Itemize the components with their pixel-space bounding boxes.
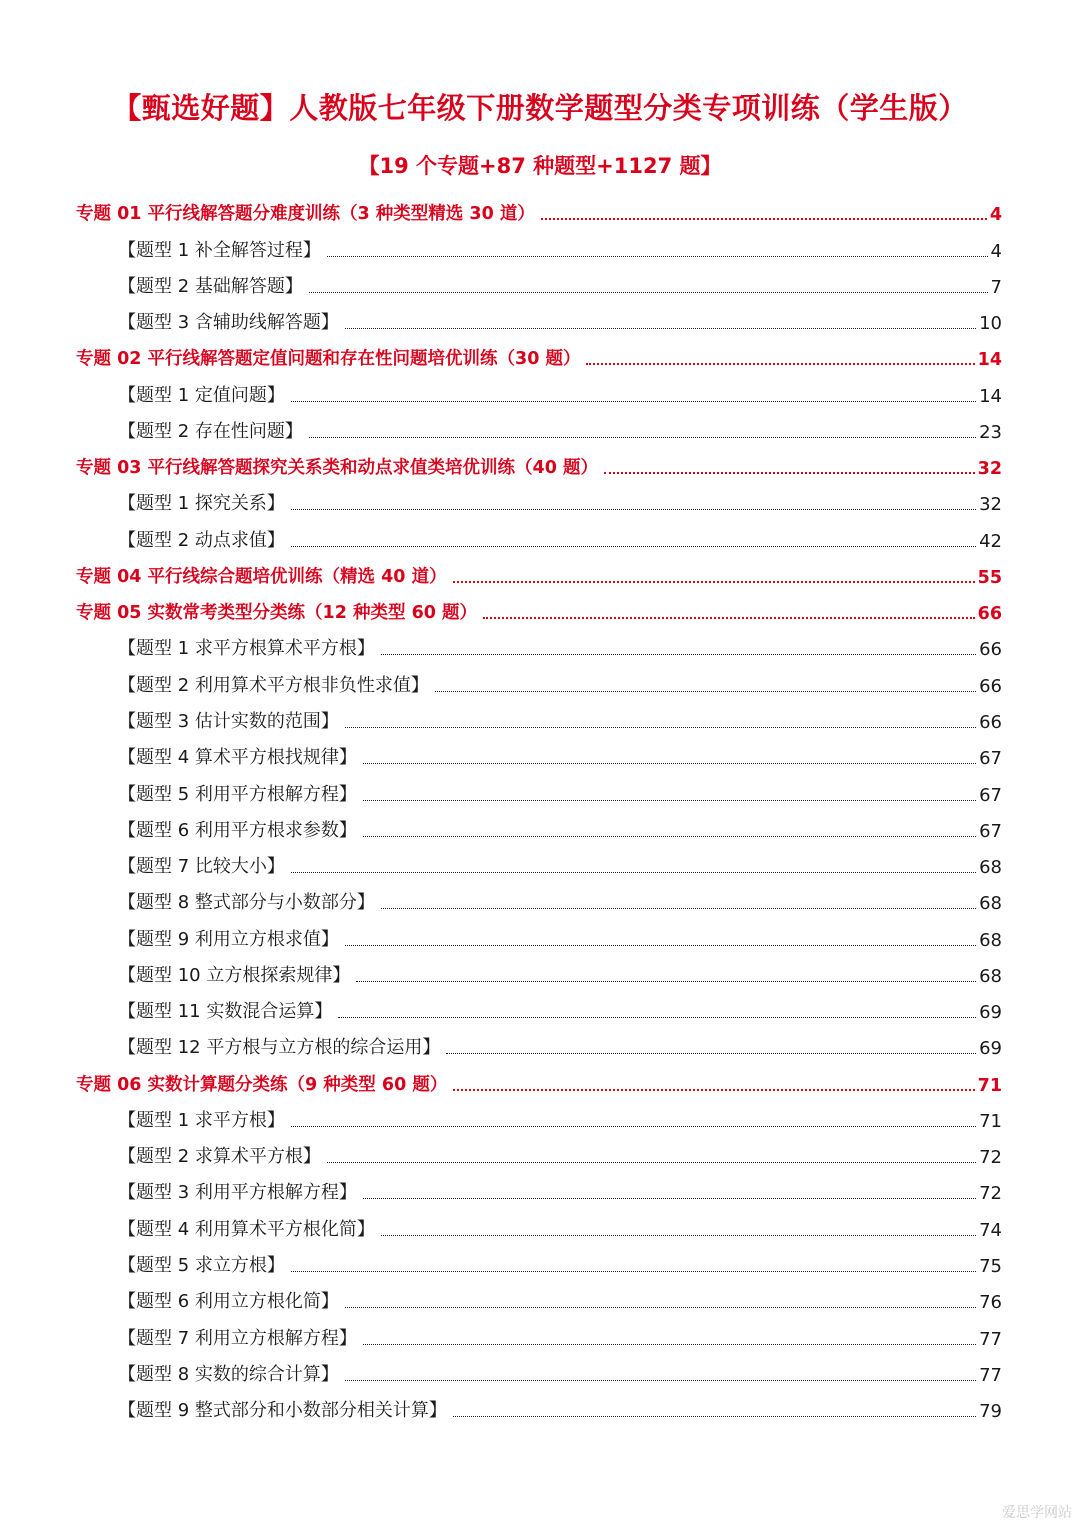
toc-page-number: 72 [979,1147,1002,1169]
toc-topic-entry[interactable] [76,595,1002,631]
toc-entry-title: 【题型 12 平方根与立方根的综合运用】 [118,1037,441,1059]
document-title: 【甄选好题】人教版七年级下册数学题型分类专项训练（学生版） [112,91,968,125]
toc-dot-leader [453,581,975,583]
toc-question-type-entry[interactable] [76,740,1002,776]
toc-page-number: 71 [979,1110,1002,1132]
toc-question-type-entry[interactable] [76,994,1002,1030]
toc-entry-title: 【题型 9 整式部分和小数部分相关计算】 [118,1400,447,1422]
toc-page-number: 71 [977,1075,1002,1096]
toc-dot-leader [483,617,975,619]
toc-question-type-entry[interactable] [76,1175,1002,1211]
toc-entry-title: 【题型 8 整式部分与小数部分】 [118,892,375,914]
toc-page-number: 55 [977,567,1002,588]
toc-dot-leader [356,981,976,982]
toc-entry-title: 【题型 1 求平方根算术平方根】 [118,638,375,660]
toc-dot-leader [435,691,976,692]
toc-page-number: 77 [979,1328,1002,1350]
toc-dot-leader [446,1053,976,1054]
toc-page-number: 67 [979,820,1002,842]
toc-entry-title: 【题型 6 利用平方根求参数】 [118,819,357,841]
toc-page-number: 10 [979,313,1002,335]
toc-entry-title: 【题型 1 补全解答过程】 [118,239,321,261]
toc-question-type-entry[interactable] [76,1320,1002,1356]
toc-page-number: 67 [979,784,1002,806]
toc-entry-title: 【题型 4 算术平方根找规律】 [118,747,357,769]
toc-dot-leader [291,872,976,873]
toc-question-type-entry[interactable] [76,885,1002,921]
toc-dot-leader [363,763,976,764]
toc-dot-leader [586,363,974,365]
toc-entry-title: 【题型 4 利用算术平方根化简】 [118,1218,375,1240]
toc-question-type-entry[interactable] [76,813,1002,849]
toc-entry-title: 【题型 8 实数的综合计算】 [118,1363,339,1385]
toc-dot-leader [327,1162,976,1163]
toc-entry-title: 专题 03 平行线解答题探究关系类和动点求值类培优训练（40 题） [76,458,598,479]
toc-entry-title: 【题型 2 存在性问题】 [118,420,303,442]
toc-page-number: 32 [979,494,1002,516]
toc-page-number: 66 [977,604,1002,625]
toc-page-number: 68 [979,965,1002,987]
toc-entry-title: 【题型 2 利用算术平方根非负性求值】 [118,674,429,696]
toc-question-type-entry[interactable] [76,414,1002,450]
toc-entry-title: 【题型 11 实数混合运算】 [118,1001,333,1023]
toc-question-type-entry[interactable] [76,1393,1002,1429]
toc-dot-leader [327,256,988,257]
toc-page-number: 66 [979,639,1002,661]
toc-entry-title: 【题型 7 利用立方根解方程】 [118,1327,357,1349]
toc-question-type-entry[interactable] [76,486,1002,522]
toc-question-type-entry[interactable] [76,1284,1002,1320]
toc-entry-title: 专题 01 平行线解答题分难度训练（3 种类型精选 30 道） [76,204,535,225]
toc-page-number: 69 [979,1038,1002,1060]
toc-dot-leader [345,945,976,946]
toc-dot-leader [291,1126,976,1127]
toc-topic-entry[interactable] [76,196,1002,232]
toc-dot-leader [453,1089,974,1091]
toc-page-number: 32 [977,459,1002,480]
toc-entry-title: 专题 02 平行线解答题定值问题和存在性问题培优训练（30 题） [76,349,581,370]
table-of-contents [76,196,1002,1429]
toc-dot-leader [291,1271,976,1272]
toc-entry-title: 【题型 1 定值问题】 [118,384,285,406]
toc-page-number: 74 [979,1219,1002,1241]
toc-dot-leader [381,1235,976,1236]
toc-page-number: 66 [979,711,1002,733]
toc-entry-title: 【题型 2 基础解答题】 [118,275,303,297]
toc-dot-leader [291,546,976,547]
toc-entry-title: 【题型 3 含辅助线解答题】 [118,312,339,334]
toc-entry-title: 专题 06 实数计算题分类练（9 种类型 60 题） [76,1074,448,1095]
toc-question-type-entry[interactable] [76,1103,1002,1139]
toc-dot-leader [381,654,976,655]
toc-page-number: 75 [979,1255,1002,1277]
toc-dot-leader [345,328,976,329]
toc-question-type-entry[interactable] [76,522,1002,558]
toc-dot-leader [541,218,987,220]
toc-page-number: 72 [979,1183,1002,1205]
toc-topic-entry[interactable] [76,450,1002,486]
toc-page-number: 4 [989,205,1002,226]
toc-topic-entry[interactable] [76,341,1002,377]
toc-question-type-entry[interactable] [76,305,1002,341]
toc-page-number: 42 [979,530,1002,552]
toc-dot-leader [453,1416,976,1417]
toc-entry-title: 【题型 10 立方根探索规律】 [118,964,351,986]
toc-dot-leader [309,437,976,438]
toc-question-type-entry[interactable] [76,1211,1002,1247]
toc-question-type-entry[interactable] [76,1030,1002,1066]
toc-entry-title: 【题型 3 利用平方根解方程】 [118,1182,357,1204]
toc-dot-leader [381,908,976,909]
toc-page-number: 68 [979,893,1002,915]
toc-dot-leader [309,292,988,293]
toc-dot-leader [363,800,976,801]
toc-dot-leader [363,1344,976,1345]
toc-page-number: 14 [979,385,1002,407]
toc-entry-title: 【题型 2 求算术平方根】 [118,1146,321,1168]
toc-dot-leader [338,1017,976,1018]
toc-question-type-entry[interactable] [76,1248,1002,1284]
toc-page-number: 4 [990,240,1002,262]
toc-page-number: 76 [979,1292,1002,1314]
toc-entry-title: 【题型 5 求立方根】 [118,1254,285,1276]
toc-page-number: 7 [990,276,1002,298]
toc-dot-leader [363,836,976,837]
toc-dot-leader [363,1198,976,1199]
toc-entry-title: 【题型 7 比较大小】 [118,856,285,878]
toc-question-type-entry[interactable] [76,849,1002,885]
toc-page-number: 79 [979,1401,1002,1423]
toc-entry-title: 【题型 2 动点求值】 [118,529,285,551]
toc-question-type-entry[interactable] [76,704,1002,740]
toc-question-type-entry[interactable] [76,958,1002,994]
toc-page-number: 14 [977,350,1002,371]
toc-dot-leader [291,401,976,402]
toc-topic-entry[interactable] [76,559,1002,595]
toc-question-type-entry[interactable] [76,1139,1002,1175]
toc-question-type-entry[interactable] [76,631,1002,667]
toc-dot-leader [345,1307,976,1308]
toc-question-type-entry[interactable] [76,269,1002,305]
toc-page-number: 69 [979,1002,1002,1024]
toc-entry-title: 【题型 6 利用立方根化简】 [118,1291,339,1313]
toc-page-number: 23 [979,421,1002,443]
toc-dot-leader [604,472,975,474]
toc-entry-title: 【题型 9 利用立方根求值】 [118,928,339,950]
toc-question-type-entry[interactable] [76,377,1002,413]
toc-entry-title: 专题 05 实数常考类型分类练（12 种类型 60 题） [76,603,478,624]
toc-page-number: 77 [979,1364,1002,1386]
toc-question-type-entry[interactable] [76,232,1002,268]
watermark: 爱思学网站 [1002,1505,1072,1521]
toc-entry-title: 【题型 3 估计实数的范围】 [118,710,339,732]
toc-question-type-entry[interactable] [76,921,1002,957]
toc-question-type-entry[interactable] [76,1357,1002,1393]
toc-dot-leader [345,1380,976,1381]
toc-entry-title: 专题 04 平行线综合题培优训练（精选 40 道） [76,566,447,587]
toc-dot-leader [291,509,976,510]
toc-topic-entry[interactable] [76,1066,1002,1102]
toc-page-number: 68 [979,929,1002,951]
toc-question-type-entry[interactable] [76,667,1002,703]
toc-page-number: 68 [979,857,1002,879]
toc-question-type-entry[interactable] [76,776,1002,812]
document-subtitle: 【19 个专题+87 种题型+1127 题】 [358,154,722,178]
toc-dot-leader [345,727,976,728]
toc-entry-title: 【题型 5 利用平方根解方程】 [118,783,357,805]
toc-entry-title: 【题型 1 探究关系】 [118,493,285,515]
toc-entry-title: 【题型 1 求平方根】 [118,1109,285,1131]
toc-page-number: 66 [979,675,1002,697]
toc-page-number: 67 [979,748,1002,770]
